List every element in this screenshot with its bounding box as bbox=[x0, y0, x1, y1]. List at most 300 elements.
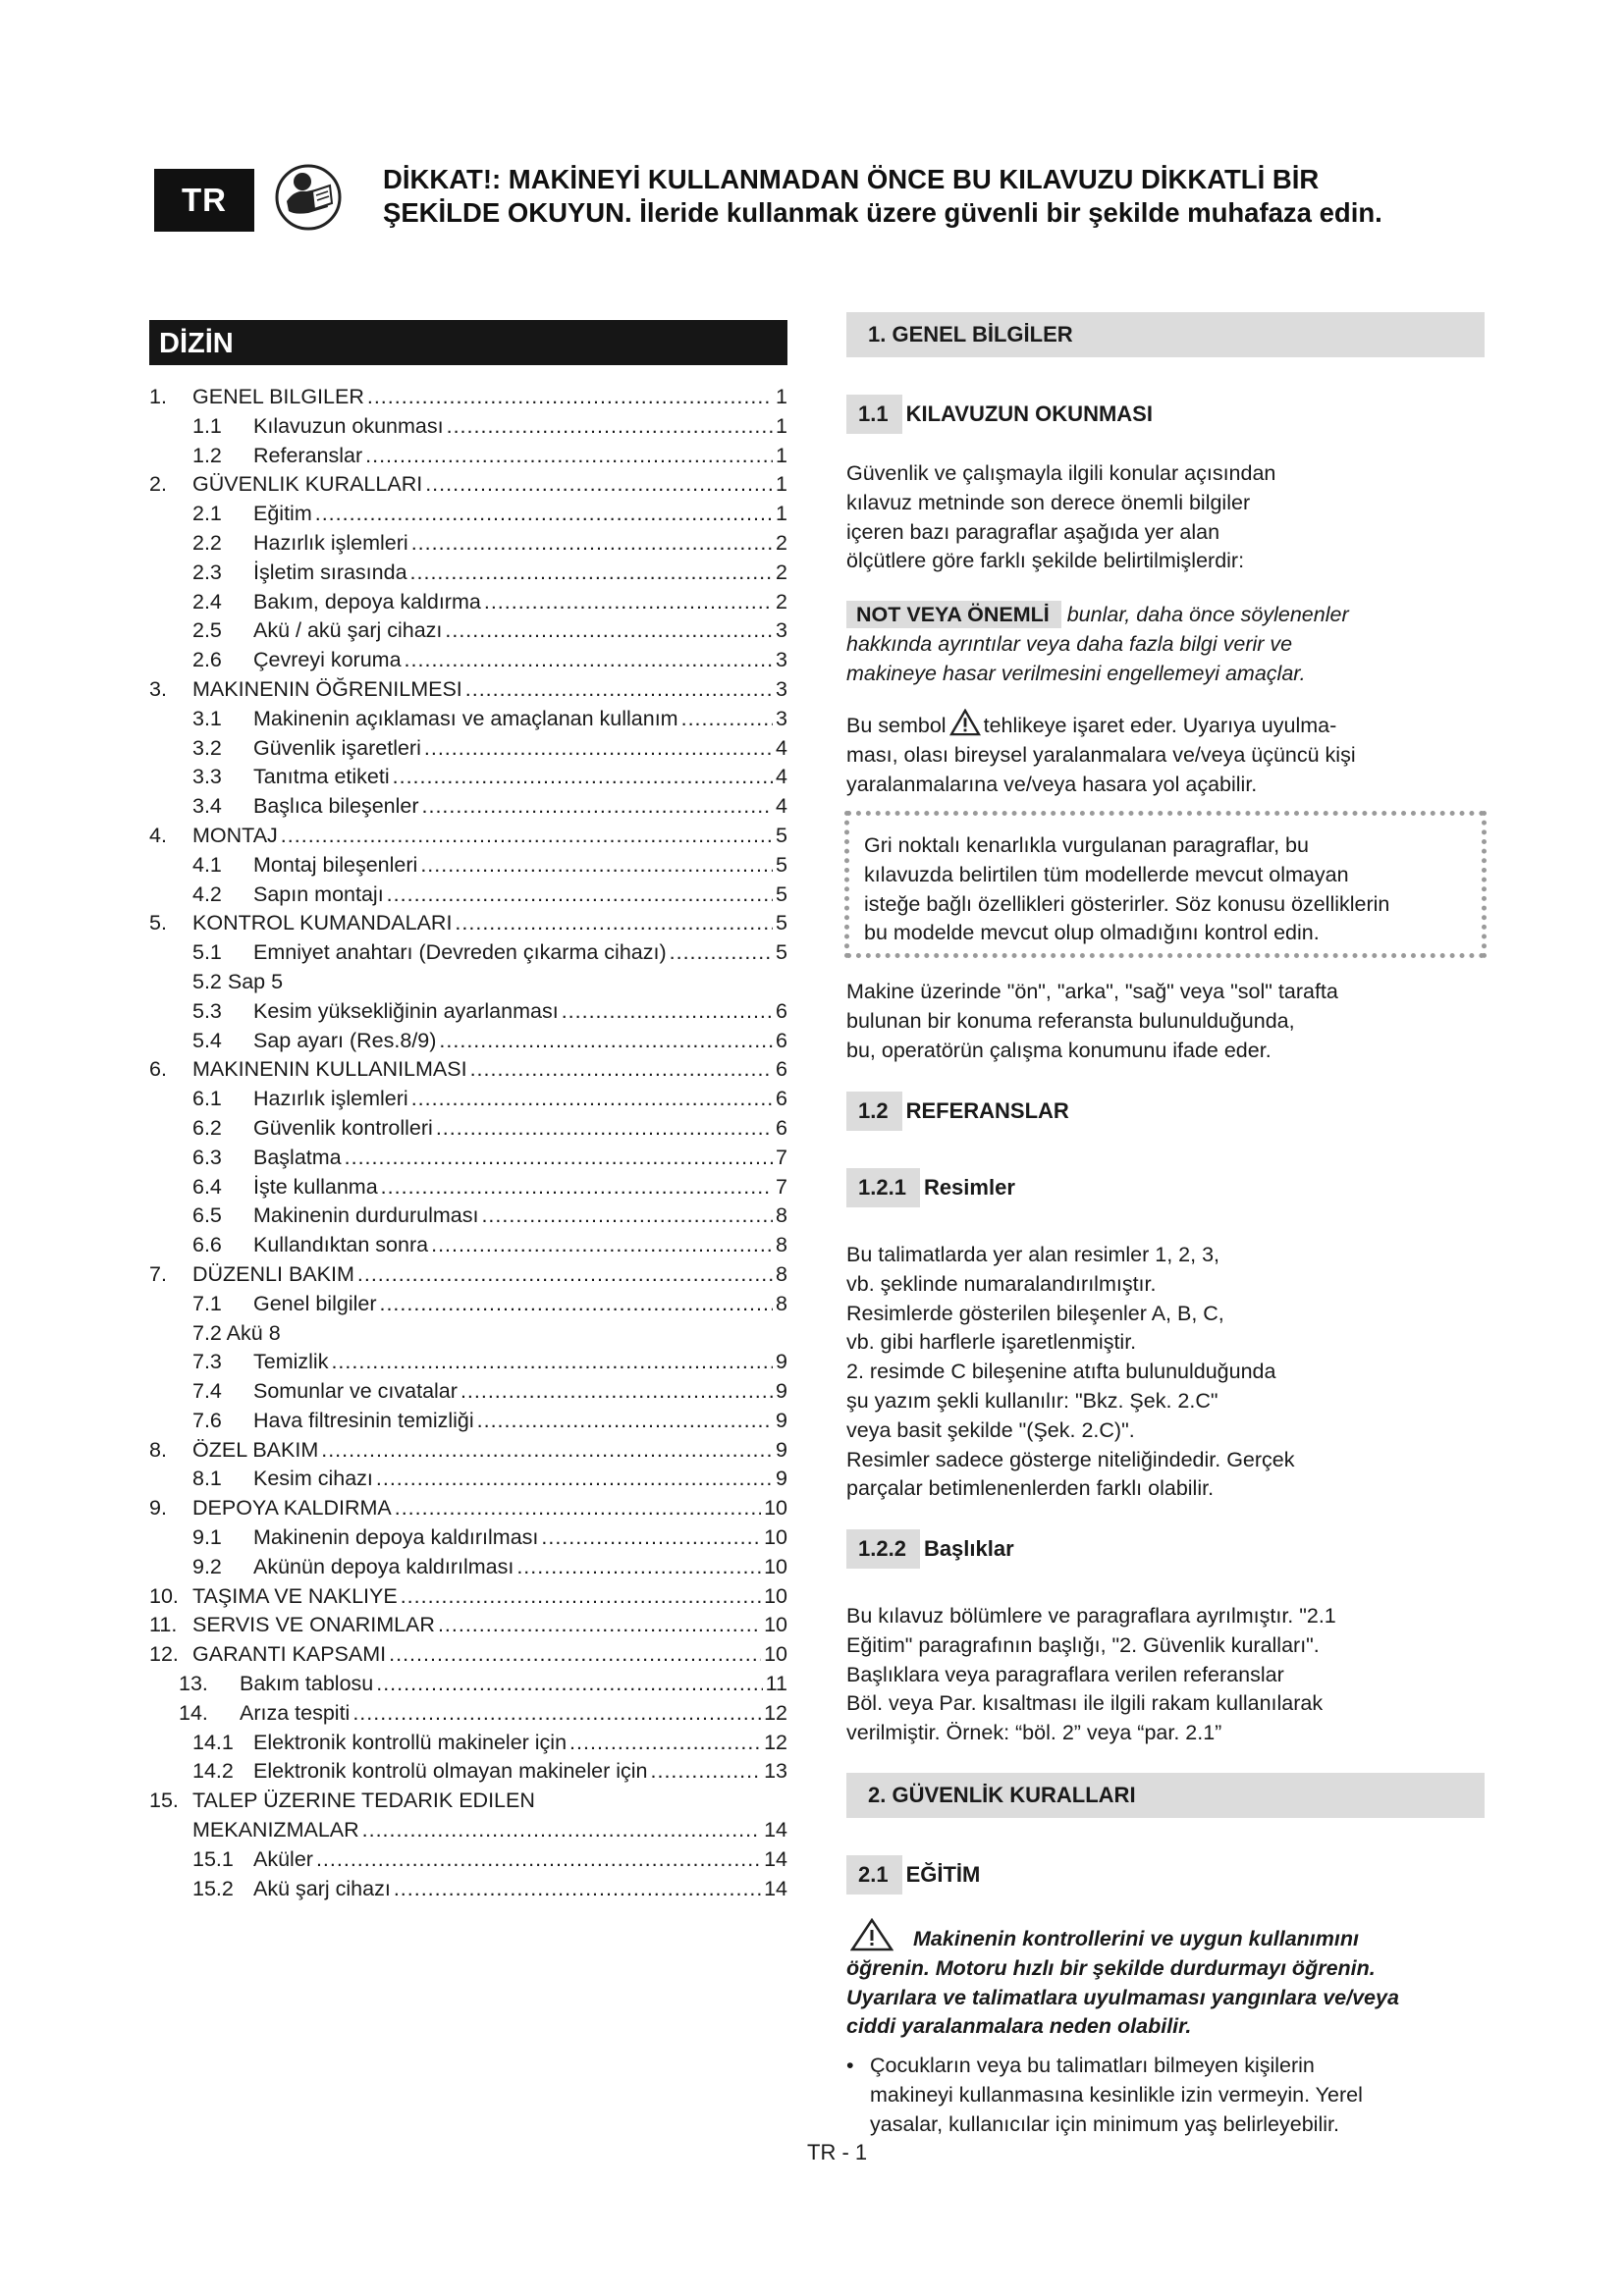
bullet-marker: • bbox=[846, 2054, 854, 2077]
subsection-title: EĞİTİM bbox=[905, 1862, 981, 1887]
toc-page-number: 4 bbox=[776, 794, 787, 819]
toc-number: 8.1 bbox=[192, 1467, 222, 1491]
toc-number: 6.3 bbox=[192, 1145, 222, 1169]
toc-number: 9.2 bbox=[192, 1554, 222, 1578]
toc-leader-dots bbox=[367, 383, 773, 412]
toc-number: 4. bbox=[149, 823, 167, 847]
toc-number: 2.2 bbox=[192, 530, 222, 555]
toc-number: 2.1 bbox=[192, 502, 222, 526]
toc-leader-dots bbox=[410, 559, 774, 588]
toc-entry bbox=[149, 1845, 787, 1875]
toc-number: 2. bbox=[149, 472, 167, 497]
paragraph-figures bbox=[846, 1241, 1485, 1504]
toc-leader-dots bbox=[365, 442, 773, 471]
toc-entry-title: MAKINENIN ÖĞRENILMESI bbox=[192, 676, 462, 701]
note-paragraph bbox=[846, 601, 1485, 688]
text-line: Çocukların veya bu talimatları bilmeyen kişilerin bbox=[870, 2054, 1315, 2077]
toc-entry bbox=[149, 1173, 787, 1202]
toc-page-number: 8 bbox=[776, 1261, 787, 1286]
toc-page-number: 10 bbox=[764, 1496, 787, 1521]
toc-number: 15. bbox=[149, 1789, 179, 1813]
toc-leader-dots bbox=[422, 792, 774, 822]
toc-page-number: 10 bbox=[764, 1583, 787, 1608]
text-line bbox=[846, 601, 1485, 630]
toc-entry-title: Hava filtresinin temizliği bbox=[253, 1408, 474, 1432]
toc-number: 6.4 bbox=[192, 1174, 222, 1199]
toc-number: 14. bbox=[179, 1700, 208, 1725]
toc-page-number: 1 bbox=[776, 502, 787, 526]
toc-entry bbox=[149, 705, 787, 734]
toc-page-number: 3 bbox=[776, 676, 787, 701]
toc-entry bbox=[149, 881, 787, 910]
toc-entry bbox=[149, 588, 787, 617]
toc-entry-title: MONTAJ bbox=[192, 823, 278, 847]
toc-page-number: 14 bbox=[764, 1876, 787, 1900]
subsection-title: REFERANSLAR bbox=[905, 1098, 1069, 1123]
toc-entry bbox=[149, 383, 787, 412]
toc-page-number: 1 bbox=[776, 443, 787, 467]
section-1-header: 1. GENEL BİLGİLER bbox=[846, 312, 1485, 357]
toc-entry-title: Bakım, depoya kaldırma bbox=[253, 589, 481, 614]
toc-entry-title: Akünün depoya kaldırılması bbox=[253, 1554, 514, 1578]
toc-number: 7.1 bbox=[192, 1291, 222, 1315]
toc-entry-title: Tanıtma etiketi bbox=[253, 765, 390, 789]
toc-page-number: 8 bbox=[776, 1233, 787, 1257]
toc-number: 6.6 bbox=[192, 1233, 222, 1257]
toc-page-number: 3 bbox=[776, 706, 787, 730]
header-warning bbox=[383, 163, 1502, 230]
toc-leader-dots bbox=[394, 1875, 761, 1904]
toc-number: 8. bbox=[149, 1437, 167, 1462]
text-line bbox=[846, 709, 1485, 741]
toc-number: 6.1 bbox=[192, 1087, 222, 1111]
toc-page-number: 2 bbox=[776, 589, 787, 614]
toc-entry: 5.2 Sap 5 bbox=[192, 969, 284, 993]
toc-page-number: 5 bbox=[776, 940, 787, 965]
toc-page-number: 9 bbox=[776, 1350, 787, 1374]
toc-number: 3.4 bbox=[192, 794, 222, 819]
text-line: bulunan bir konuma referansta bulunulduğunda, bbox=[846, 1008, 1295, 1033]
toc-number: 10. bbox=[149, 1583, 179, 1608]
text-line: hakkında ayrıntılar veya daha fazla bilgi verir ve bbox=[846, 631, 1293, 656]
warning-text: Makinenin kontrollerini ve uygun kullanımını bbox=[913, 1927, 1359, 1950]
toc-entry-title: Referanslar bbox=[253, 443, 363, 467]
toc-leader-dots bbox=[405, 646, 773, 675]
toc-title: DİZİN bbox=[149, 320, 787, 365]
toc-entry bbox=[149, 1523, 787, 1553]
toc-leader-dots bbox=[460, 1377, 773, 1407]
subsection-number: 1.2.1 bbox=[846, 1168, 920, 1207]
paragraph-reading-intro bbox=[846, 459, 1485, 576]
text-line: ölçütlere göre farklı şekilde belirtilmişlerdir: bbox=[846, 549, 1245, 573]
toc-entry-title: Başlatma bbox=[253, 1145, 342, 1169]
toc-entry-title: Kesim cihazı bbox=[253, 1467, 373, 1491]
subsection-1-1-header bbox=[846, 395, 1153, 434]
toc-entry-title: GENEL BILGILER bbox=[192, 385, 364, 408]
toc-entry bbox=[149, 1787, 787, 1816]
toc-entry bbox=[149, 1348, 787, 1377]
text-line: kılavuzda belirtilen tüm modellerde mevcut olmayan bbox=[864, 862, 1349, 886]
toc-number: 4.1 bbox=[192, 852, 222, 877]
page-number: TR - 1 bbox=[807, 2140, 868, 2164]
toc-number: 12. bbox=[149, 1642, 179, 1667]
toc-entry-title: KONTROL KUMANDALARI bbox=[192, 911, 453, 935]
toc-entry-title: MAKINENIN KULLANILMASI bbox=[192, 1057, 467, 1082]
toc-page-number: 7 bbox=[776, 1145, 787, 1169]
list-item bbox=[846, 2052, 1485, 2139]
toc-entry bbox=[149, 938, 787, 968]
toc-page-number: 2 bbox=[776, 560, 787, 584]
toc-entry bbox=[149, 529, 787, 559]
toc-page-number: 4 bbox=[776, 765, 787, 789]
toc-number: 15.2 bbox=[192, 1876, 234, 1900]
toc-entry-title: Hazırlık işlemleri bbox=[253, 530, 408, 555]
toc-page-number: 12 bbox=[764, 1730, 787, 1754]
text-line: makineyi kullanmasına kesinlikle izin vermeyin. Yerel bbox=[870, 2082, 1363, 2107]
toc-entry: 7.2 Akü 8 bbox=[192, 1320, 281, 1345]
text-line: kılavuz metninde son derece önemli bilgiler bbox=[846, 490, 1251, 514]
toc-entry-title: Elektronik kontrolü olmayan makineler için bbox=[253, 1759, 648, 1784]
text-line: Eğitim" paragrafının başlığı, "2. Güvenlik kuralları". bbox=[846, 1632, 1320, 1657]
toc-number: 2.6 bbox=[192, 648, 222, 672]
toc-entry-title: GARANTI KAPSAMI bbox=[192, 1642, 387, 1667]
toc-number: 13. bbox=[179, 1672, 208, 1696]
text-line: vb. şeklinde numaralandırılmıştır. bbox=[846, 1271, 1157, 1296]
toc-entry-title: DEPOYA KALDIRMA bbox=[192, 1496, 392, 1521]
toc-entry-title: Makinenin açıklaması ve amaçlanan kullanım bbox=[253, 706, 678, 730]
paragraph-headings bbox=[846, 1602, 1485, 1748]
toc-page-number: 13 bbox=[764, 1759, 787, 1784]
toc-leader-dots bbox=[420, 851, 773, 881]
toc-number: 7. bbox=[149, 1261, 167, 1286]
warning-triangle-icon bbox=[850, 1918, 893, 1951]
toc-page-number: 10 bbox=[764, 1525, 787, 1550]
toc-entry-title: Aküler bbox=[253, 1846, 313, 1871]
symbol-text-a: Bu sembol bbox=[846, 714, 947, 737]
toc-number: 14.1 bbox=[192, 1730, 234, 1754]
toc-number: 1.2 bbox=[192, 443, 222, 467]
text-line: yasalar, kullanıcılar için minimum yaş belirleyebilir. bbox=[870, 2111, 1339, 2136]
text-line: vb. gibi harflerle işaretlenmiştir. bbox=[846, 1330, 1137, 1355]
toc-number: 7.6 bbox=[192, 1408, 222, 1432]
toc-entry bbox=[149, 1027, 787, 1056]
toc-entry-title: Güvenlik kontrolleri bbox=[253, 1115, 433, 1140]
toc-page-number: 10 bbox=[764, 1642, 787, 1667]
toc-entry-title: Kesim yüksekliğinin ayarlanması bbox=[253, 998, 559, 1023]
toc-number: 5.4 bbox=[192, 1028, 222, 1052]
toc-entry-title: Somunlar ve cıvatalar bbox=[253, 1379, 458, 1404]
toc-leader-dots bbox=[389, 1640, 761, 1670]
toc-leader-dots bbox=[424, 734, 773, 764]
toc-leader-dots bbox=[569, 1729, 761, 1758]
toc-leader-dots bbox=[651, 1757, 762, 1787]
toc-entry-title: Hazırlık işlemleri bbox=[253, 1087, 408, 1111]
toc-entry-title: Çevreyi koruma bbox=[253, 648, 402, 672]
toc-entry bbox=[149, 909, 787, 938]
toc-leader-dots bbox=[345, 1144, 773, 1173]
toc-entry bbox=[149, 1085, 787, 1114]
note-text: bunlar, daha önce söylenenler bbox=[1066, 603, 1349, 626]
toc-number: 2.5 bbox=[192, 618, 222, 643]
toc-leader-dots bbox=[541, 1523, 761, 1553]
toc-number: 6. bbox=[149, 1057, 167, 1082]
toc-leader-dots bbox=[411, 529, 773, 559]
toc-entry bbox=[149, 1729, 787, 1758]
toc-leader-dots bbox=[395, 1494, 761, 1523]
toc-entry bbox=[149, 1757, 787, 1787]
toc-leader-dots bbox=[316, 1845, 761, 1875]
subsection-1-2-2-header bbox=[846, 1529, 1014, 1569]
toc-page-number: 6 bbox=[776, 1115, 787, 1140]
toc-leader-dots bbox=[362, 1816, 761, 1845]
subsection-1-2-header bbox=[846, 1092, 1069, 1131]
toc-entry-title: Makinenin durdurulması bbox=[253, 1203, 479, 1228]
text-line: isteğe bağlı özellikleri gösterirler. Söz konusu özelliklerin bbox=[864, 891, 1390, 916]
toc-entry bbox=[149, 763, 787, 792]
toc-page-number: 4 bbox=[776, 735, 787, 760]
text-line: veya basit şekilde "(Şek. 2.C)". bbox=[846, 1417, 1135, 1442]
toc-number: 2.3 bbox=[192, 560, 222, 584]
subsection-number: 1.1 bbox=[846, 395, 902, 434]
subsection-number: 1.2.2 bbox=[846, 1529, 920, 1569]
toc-entry-title: DÜZENLI BAKIM bbox=[192, 1261, 354, 1286]
toc-leader-dots bbox=[455, 909, 773, 938]
toc-page-number: 5 bbox=[776, 911, 787, 935]
toc-page-number: 3 bbox=[776, 648, 787, 672]
toc-entry-title: SERVIS VE ONARIMLAR bbox=[192, 1613, 435, 1637]
training-warning bbox=[846, 1918, 1485, 2042]
toc-entry bbox=[149, 1290, 787, 1319]
toc-page-number: 7 bbox=[776, 1174, 787, 1199]
toc-page-number: 8 bbox=[776, 1291, 787, 1315]
toc-leader-dots bbox=[393, 763, 773, 792]
paragraph-orientation bbox=[846, 978, 1485, 1065]
toc-page-number: 2 bbox=[776, 530, 787, 555]
toc-page-number: 3 bbox=[776, 618, 787, 643]
toc-entry bbox=[149, 1436, 787, 1466]
toc-number: 7.3 bbox=[192, 1350, 222, 1374]
toc-entry-title: Sap ayarı (Res.8/9) bbox=[253, 1028, 437, 1052]
toc-leader-dots bbox=[387, 881, 773, 910]
toc-page-number: 1 bbox=[776, 413, 787, 438]
toc-number: 4.2 bbox=[192, 881, 222, 906]
text-line: makineye hasar verilmesini engellemeyi amaçlar. bbox=[846, 661, 1306, 685]
toc-entry-title: MEKANIZMALAR bbox=[192, 1818, 359, 1842]
toc-page-number: 9 bbox=[776, 1437, 787, 1462]
toc-page-number: 10 bbox=[764, 1554, 787, 1578]
toc-page-number: 6 bbox=[776, 1087, 787, 1111]
toc-entry-title: Bakım tablosu bbox=[240, 1672, 374, 1696]
toc-entry bbox=[149, 470, 787, 500]
toc-entry-title: Akü şarj cihazı bbox=[253, 1876, 391, 1900]
toc-number: 5. bbox=[149, 911, 167, 935]
toc-page-number: 1 bbox=[776, 385, 787, 408]
toc-page-number: 8 bbox=[776, 1203, 787, 1228]
subsection-2-1-header bbox=[846, 1855, 980, 1895]
toc-entry bbox=[149, 1055, 787, 1085]
text-line: bu modelde mevcut olup olmadığını kontrol edin. bbox=[864, 921, 1320, 945]
text-line: parçalar betimlenenlerden farklı olabilir. bbox=[846, 1476, 1215, 1501]
toc-page-number: 14 bbox=[764, 1818, 787, 1842]
toc-entry bbox=[149, 1670, 787, 1699]
toc-entry bbox=[149, 1699, 787, 1729]
toc-number: 14.2 bbox=[192, 1759, 234, 1784]
toc-page-number: 6 bbox=[776, 1028, 787, 1052]
subsection-title: Resimler bbox=[923, 1175, 1015, 1200]
toc-leader-dots bbox=[357, 1260, 773, 1290]
toc-entry-title: Eğitim bbox=[253, 502, 312, 526]
toc-entry bbox=[149, 1582, 787, 1612]
toc-entry bbox=[149, 1377, 787, 1407]
text-line: Makine üzerinde "ön", "arka", "sağ" veya "sol" tarafta bbox=[846, 980, 1338, 1003]
toc-entry bbox=[149, 1144, 787, 1173]
toc-leader-dots bbox=[438, 1611, 761, 1640]
toc-entry bbox=[149, 1816, 787, 1845]
toc-page-number: 9 bbox=[776, 1467, 787, 1491]
section-2-header: 2. GÜVENLİK KURALLARI bbox=[846, 1773, 1485, 1818]
toc-leader-dots bbox=[477, 1407, 773, 1436]
subsection-number: 1.2 bbox=[846, 1092, 902, 1131]
toc-leader-dots bbox=[401, 1582, 761, 1612]
toc-entry bbox=[149, 1640, 787, 1670]
toc-entry bbox=[149, 734, 787, 764]
symbol-paragraph bbox=[846, 709, 1485, 799]
toc-entry-title: GÜVENLIK KURALLARI bbox=[192, 472, 423, 497]
toc-entry bbox=[149, 1114, 787, 1144]
text-line: Başlıklara veya paragraflara verilen referanslar bbox=[846, 1662, 1284, 1686]
toc-leader-dots bbox=[411, 1085, 773, 1114]
toc-entry bbox=[149, 822, 787, 851]
toc-page-number: 6 bbox=[776, 998, 787, 1023]
toc-number: 11. bbox=[149, 1613, 178, 1637]
toc-entry-title: Arıza tespiti bbox=[240, 1700, 351, 1725]
table-of-contents bbox=[149, 383, 787, 1903]
toc-entry bbox=[149, 792, 787, 822]
toc-entry bbox=[149, 1465, 787, 1494]
toc-page-number: 5 bbox=[776, 852, 787, 877]
toc-entry bbox=[149, 1201, 787, 1231]
toc-entry bbox=[149, 646, 787, 675]
optional-features-box bbox=[846, 811, 1485, 958]
toc-leader-dots bbox=[484, 588, 773, 617]
toc-entry bbox=[149, 1553, 787, 1582]
toc-leader-dots bbox=[481, 1201, 773, 1231]
text-line: yaralanmalarına ve/veya hasara yol açabilir. bbox=[846, 772, 1258, 796]
toc-page-number: 9 bbox=[776, 1408, 787, 1432]
toc-entry-title: Elektronik kontrollü makineler için bbox=[253, 1730, 568, 1754]
toc-leader-dots bbox=[470, 1055, 773, 1085]
read-manual-icon bbox=[275, 162, 342, 233]
toc-page-number: 9 bbox=[776, 1379, 787, 1404]
toc-number: 5.3 bbox=[192, 998, 222, 1023]
toc-leader-dots bbox=[376, 1670, 762, 1699]
toc-entry bbox=[149, 1494, 787, 1523]
toc-leader-dots bbox=[436, 1114, 773, 1144]
toc-leader-dots bbox=[431, 1231, 773, 1260]
toc-page-number: 10 bbox=[764, 1613, 787, 1637]
toc-entry-title: Güvenlik işaretleri bbox=[253, 735, 421, 760]
text-line: Böl. veya Par. kısaltması ile ilgili rakam kullanılarak bbox=[846, 1691, 1324, 1716]
toc-entry-title: Kılavuzun okunması bbox=[253, 413, 444, 438]
toc-entry-title: İşletim sırasında bbox=[253, 560, 407, 584]
toc-number: 9. bbox=[149, 1496, 167, 1521]
text-line: bu, operatörün çalışma konumunu ifade eder. bbox=[846, 1038, 1272, 1062]
toc-entry-title: Başlıca bileşenler bbox=[253, 794, 419, 819]
toc-leader-dots bbox=[331, 1348, 773, 1377]
toc-entry bbox=[149, 1231, 787, 1260]
toc-entry-title: TALEP ÜZERINE TEDARIK EDILEN bbox=[192, 1789, 535, 1813]
symbol-text-b: tehlikeye işaret eder. Uyarıya uyulma- bbox=[983, 714, 1337, 737]
toc-page-number: 14 bbox=[764, 1846, 787, 1871]
toc-leader-dots bbox=[681, 705, 773, 734]
warning-triangle-icon bbox=[948, 709, 982, 736]
toc-leader-dots bbox=[315, 500, 773, 529]
text-line: Resimler sadece gösterge niteliğindedir. Gerçek bbox=[846, 1447, 1295, 1471]
toc-entry bbox=[149, 1611, 787, 1640]
toc-leader-dots bbox=[381, 1173, 773, 1202]
toc-number: 1.1 bbox=[192, 413, 222, 438]
toc-number: 15.1 bbox=[192, 1846, 234, 1871]
toc-entry-title: İşte kullanma bbox=[253, 1174, 378, 1199]
toc-number: 9.1 bbox=[192, 1525, 222, 1550]
toc-entry bbox=[149, 412, 787, 442]
toc-number: 3.3 bbox=[192, 765, 222, 789]
toc-entry-title: Emniyet anahtarı (Devreden çıkarma cihazı) bbox=[253, 940, 667, 965]
text-line: içeren bazı paragraflar aşağıda yer alan bbox=[846, 519, 1220, 544]
toc-leader-dots bbox=[670, 938, 773, 968]
toc-entry-title: Genel bilgiler bbox=[253, 1291, 377, 1315]
toc-entry bbox=[149, 442, 787, 471]
subsection-title: Başlıklar bbox=[923, 1536, 1014, 1561]
text-line: ması, olası bireysel yaralanmalara ve/veya üçüncü kişi bbox=[846, 742, 1356, 767]
text-line: ciddi yaralanmalara neden olabilir. bbox=[846, 2014, 1192, 2039]
toc-entry bbox=[149, 1260, 787, 1290]
text-line: Bu kılavuz bölümlere ve paragraflara ayrılmıştır. "2.1 bbox=[846, 1604, 1336, 1628]
toc-entry bbox=[149, 616, 787, 646]
toc-entry-title: Makinenin depoya kaldırılması bbox=[253, 1525, 539, 1550]
toc-page-number: 5 bbox=[776, 823, 787, 847]
toc-page-number: 12 bbox=[764, 1700, 787, 1725]
header-line-1: DİKKAT!: MAKİNEYİ KULLANMADAN ÖNCE BU KILAVUZU DİKKATLİ BİR bbox=[383, 164, 1320, 194]
toc-number: 1. bbox=[149, 385, 167, 408]
text-line: Güvenlik ve çalışmayla ilgili konular açısından bbox=[846, 461, 1276, 485]
toc-entry bbox=[149, 559, 787, 588]
text-line: Gri noktalı kenarlıkla vurgulanan paragraflar, bu bbox=[864, 833, 1309, 857]
toc-leader-dots bbox=[352, 1699, 761, 1729]
text-line: Uyarılara ve talimatlara uyulmaması yangınlara ve/veya bbox=[846, 1985, 1399, 2009]
toc-entry bbox=[149, 675, 787, 705]
toc-leader-dots bbox=[439, 1027, 773, 1056]
toc-entry-title: Kullandıktan sonra bbox=[253, 1233, 429, 1257]
header-line-2: ŞEKİLDE OKUYUN. İleride kullanmak üzere güvenli bir şekilde muhafaza edin. bbox=[383, 197, 1382, 228]
text-line: 2. resimde C bileşenine atıfta bulunulduğunda bbox=[846, 1360, 1276, 1384]
toc-leader-dots bbox=[562, 997, 773, 1027]
text-line: öğrenin. Motoru hızlı bir şekilde durdurmayı öğrenin. bbox=[846, 1955, 1376, 1980]
toc-entry-title: TAŞIMA VE NAKLIYE bbox=[192, 1583, 398, 1608]
toc-leader-dots bbox=[379, 1290, 773, 1319]
toc-number: 3. bbox=[149, 676, 167, 701]
toc-entry bbox=[149, 1875, 787, 1904]
toc-entry bbox=[149, 997, 787, 1027]
toc-entry-title: Temizlik bbox=[253, 1350, 329, 1374]
toc-leader-dots bbox=[376, 1465, 773, 1494]
toc-leader-dots bbox=[516, 1553, 761, 1582]
toc-entry bbox=[149, 851, 787, 881]
toc-leader-dots bbox=[445, 616, 773, 646]
language-badge: TR bbox=[154, 169, 254, 232]
toc-page-number: 5 bbox=[776, 881, 787, 906]
toc-entry-title: ÖZEL BAKIM bbox=[192, 1437, 319, 1462]
